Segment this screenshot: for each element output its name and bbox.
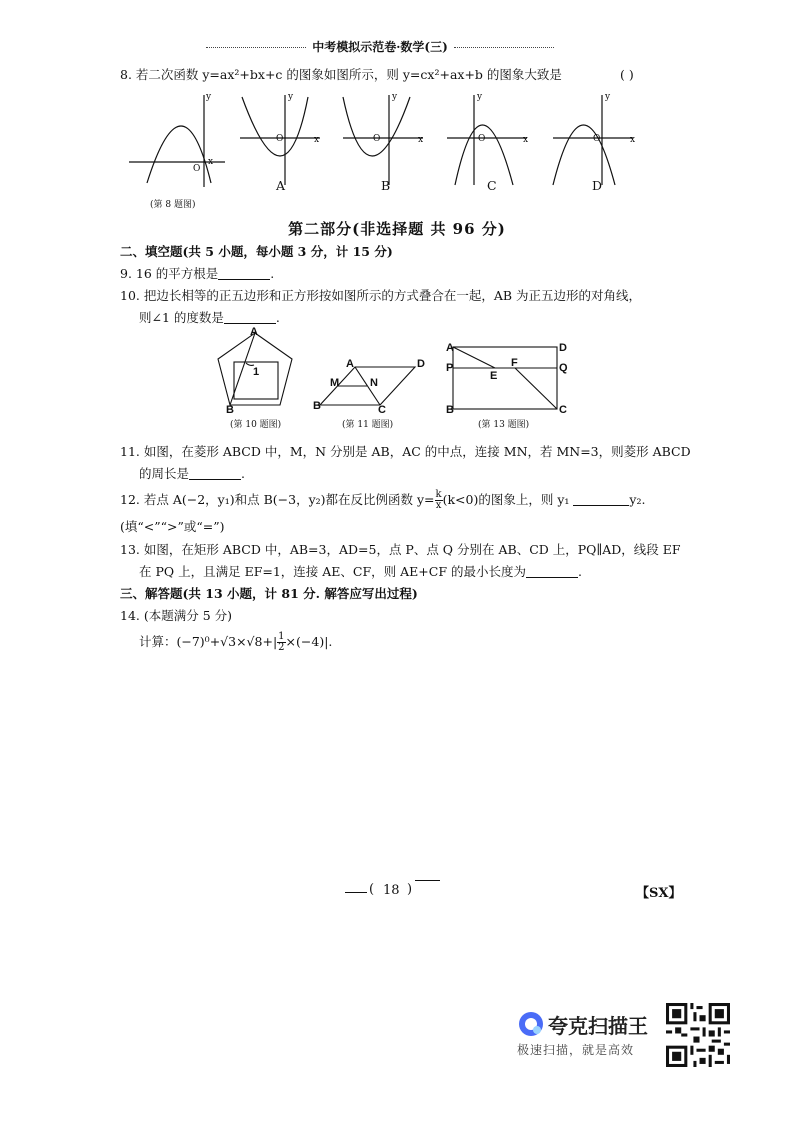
option-d-parabola bbox=[553, 125, 615, 185]
q8-a-y-label: y bbox=[288, 92, 294, 102]
question-8-text: 8. 若二次函数 y=ax²+bx+c 的图象如图所示，则 y=cx²+ax+b 的图象大致是 bbox=[120, 67, 562, 82]
q8-c-origin: O bbox=[478, 134, 486, 144]
q8-c-y-label: y bbox=[477, 92, 483, 102]
fig11-label-n: N bbox=[370, 377, 378, 389]
page-header bbox=[180, 38, 580, 58]
fraction-denominator: x bbox=[435, 500, 442, 511]
q8-given-origin: O bbox=[193, 164, 201, 174]
page-number: 18 bbox=[383, 883, 400, 898]
header-title: 中考模拟示范卷·数学(三) bbox=[312, 40, 448, 54]
question-13-line2: 在 PQ 上，且满足 EF=1，连接 AE、CF，则 AE+CF 的最小长度为 . bbox=[139, 564, 582, 579]
q8-d-y-label: y bbox=[605, 92, 611, 102]
fig10-label-a: A bbox=[250, 326, 258, 338]
fig11-label-m: M bbox=[330, 377, 340, 389]
question-13-blank bbox=[526, 564, 578, 578]
question-8-figures bbox=[125, 85, 725, 215]
q8-b-y-label: y bbox=[392, 92, 398, 102]
question-14-pre: 计算：(−7)⁰+√3×√8+| bbox=[139, 634, 278, 649]
fig10-label-b: B bbox=[226, 404, 234, 416]
question-12-pre: 12. 若点 A(−2，y₁)和点 B(−3，y₂)都在反比例函数 y= bbox=[120, 492, 435, 507]
question-9-text: 9. 16 的平方根是 bbox=[120, 266, 219, 281]
option-b-parabola bbox=[343, 97, 410, 156]
fig11-label-b: B bbox=[313, 400, 321, 412]
q8-c-x-label: x bbox=[523, 135, 529, 145]
watermark-title: 夸克扫描王 bbox=[548, 1014, 648, 1038]
fig13-label-f: F bbox=[511, 357, 518, 369]
fraction-numerator: k bbox=[435, 489, 442, 500]
fig13-label-c: C bbox=[559, 404, 567, 416]
fill-in-heading: 二、填空题(共 5 小题，每小题 3 分，计 15 分) bbox=[120, 244, 393, 259]
question-9-blank bbox=[218, 266, 270, 280]
question-12-line2: (填“<”“>”或“=”) bbox=[120, 519, 225, 534]
option-b-label: B bbox=[381, 178, 391, 193]
question-13-text: 在 PQ 上，且满足 EF=1，连接 AE、CF，则 AE+CF 的最小长度为 bbox=[139, 564, 526, 579]
fig11-caption: (第 11 题图) bbox=[342, 420, 394, 430]
question-11-line1: 11. 如图，在菱形 ABCD 中，M，N 分别是 AB，AC 的中点，连接 MN，若 MN=3，则菱形 ABCD bbox=[120, 444, 691, 459]
option-a-label: A bbox=[276, 178, 286, 193]
fig13-segment-fc bbox=[515, 368, 557, 409]
q8-given-y-label: y bbox=[206, 92, 212, 102]
question-10-line2: 则∠1 的度数是 . bbox=[139, 310, 280, 325]
question-11-line2: 的周长是 . bbox=[139, 466, 245, 481]
fig13-label-b: B bbox=[446, 404, 454, 416]
question-14-title: 14. (本题满分 5 分) bbox=[120, 608, 233, 623]
question-9: 9. 16 的平方根是 . bbox=[120, 266, 275, 281]
q8-given-parabola bbox=[147, 126, 214, 183]
option-a-parabola bbox=[242, 97, 308, 156]
fig13-label-p: P bbox=[446, 362, 454, 374]
question-13-line1: 13. 如图，在矩形 ABCD 中，AB=3，AD=5，点 P、点 Q 分别在 AB、CD 上，PQ∥AD，线段 EF bbox=[120, 542, 681, 557]
question-12-post: (k<0)的图象上，则 y₁ bbox=[442, 492, 570, 507]
q8-b-origin: O bbox=[373, 134, 381, 144]
question-11-blank bbox=[189, 466, 241, 480]
question-10-line1: 10. 把边长相等的正五边形和正方形按如图所示的方式叠合在一起，AB 为正五边形的对角线， bbox=[120, 288, 642, 303]
figures-10-11-13 bbox=[210, 325, 590, 420]
fig11-label-a: A bbox=[346, 358, 354, 370]
question-14-post: ×(−4)|. bbox=[285, 634, 333, 649]
watermark-subtitle: 极速扫描，就是高效 bbox=[517, 1043, 635, 1057]
option-d-label: D bbox=[592, 178, 603, 193]
q8-figure-caption: (第 8 题图) bbox=[150, 200, 196, 210]
question-14-fraction bbox=[277, 632, 285, 653]
question-12-line1 bbox=[120, 490, 645, 511]
q8-a-x-label: x bbox=[314, 135, 320, 145]
fig10-caption: (第 10 题图) bbox=[230, 420, 282, 430]
question-10-blank bbox=[224, 310, 276, 324]
question-10-text: 则∠1 的度数是 bbox=[139, 310, 224, 325]
fig13-label-e: E bbox=[490, 370, 498, 382]
fig13-label-q: Q bbox=[559, 362, 568, 374]
question-12-end: y₂. bbox=[629, 492, 646, 507]
section-2-title: 第二部分(非选择题 共 96 分) bbox=[288, 220, 506, 238]
question-11-text: 的周长是 bbox=[139, 466, 190, 481]
fig10-label-1: 1 bbox=[253, 366, 260, 378]
quark-logo-icon bbox=[517, 1010, 545, 1038]
fig13-rectangle bbox=[453, 347, 557, 409]
question-12-fraction bbox=[435, 490, 443, 511]
question-14-expression bbox=[139, 632, 332, 653]
fraction-denominator: 2 bbox=[278, 642, 285, 653]
answer-heading: 三、解答题(共 13 小题，计 81 分. 解答应写出过程) bbox=[120, 586, 418, 601]
fig13-label-a: A bbox=[446, 342, 454, 354]
question-12-blank bbox=[573, 492, 629, 506]
fig13-caption: (第 13 题图) bbox=[478, 420, 530, 430]
fig11-label-c: C bbox=[378, 404, 386, 416]
page-number-box: ( 18 ) bbox=[345, 880, 445, 904]
fig10-angle-arc bbox=[246, 363, 254, 365]
subject-tag: 【SX】 bbox=[636, 886, 682, 901]
option-c-label: C bbox=[487, 178, 497, 193]
fig13-label-d: D bbox=[559, 342, 567, 354]
question-8-bracket: ( ) bbox=[620, 67, 634, 82]
fraction-numerator: 1 bbox=[278, 631, 285, 642]
fig11-label-d: D bbox=[417, 358, 425, 370]
q8-a-origin: O bbox=[276, 134, 284, 144]
q8-b-x-label: x bbox=[418, 135, 424, 145]
qr-code-icon bbox=[666, 1003, 730, 1067]
q8-d-x-label: x bbox=[630, 135, 636, 145]
q8-d-origin: O bbox=[593, 134, 601, 144]
fig13-segment-ae bbox=[453, 347, 495, 368]
q8-given-x-label: x bbox=[208, 157, 214, 167]
